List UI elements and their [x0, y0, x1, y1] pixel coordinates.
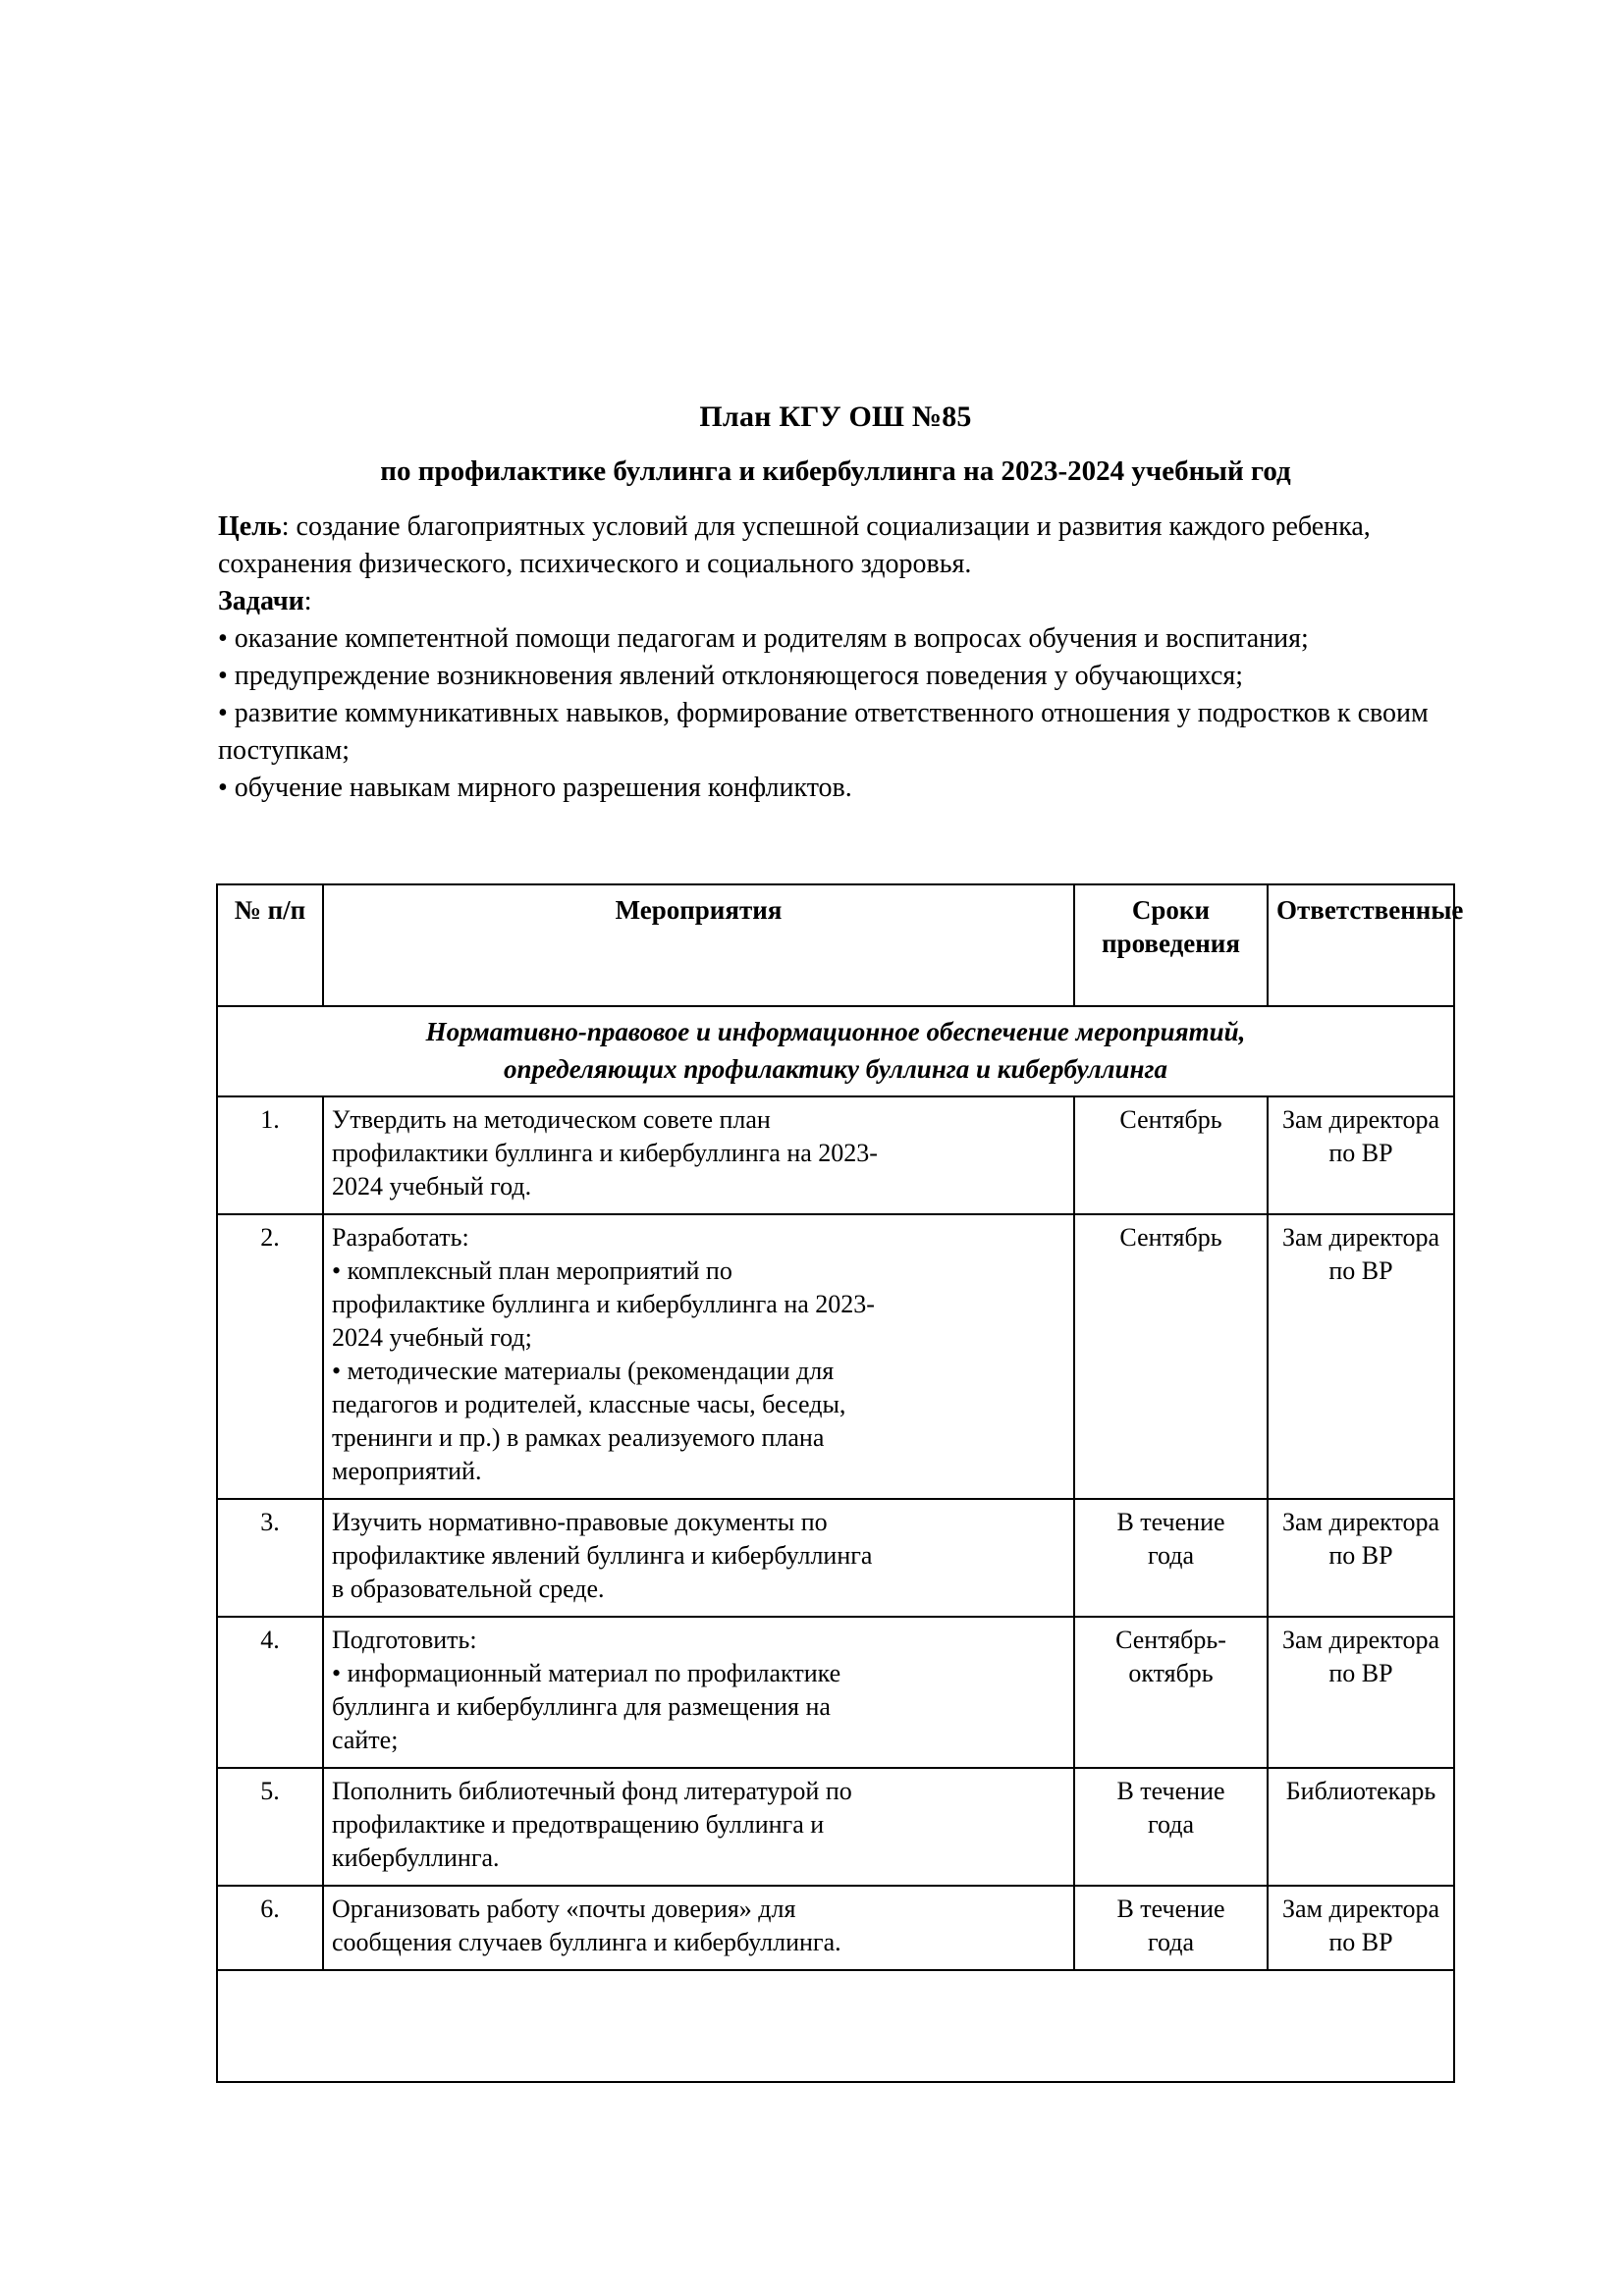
table-trailing-empty-row — [217, 1970, 1454, 2082]
row-event-line: профилактике явлений буллинга и кибербуллинга — [332, 1541, 873, 1570]
column-header-responsible: Ответственные — [1268, 884, 1454, 1006]
row-term-line: В течение — [1116, 1508, 1225, 1536]
row-term — [1074, 1499, 1268, 1617]
column-header-number-line2: п/п — [267, 895, 306, 925]
task-item: • развитие коммуникативных навыков, формирование ответственного отношения у подростков к своим поступкам; — [218, 698, 1429, 766]
row-event-line: • комплексный план мероприятий по — [332, 1256, 732, 1285]
table-section-header — [217, 1006, 1454, 1096]
row-responsible — [1268, 1214, 1454, 1499]
row-event-line: педагогов и родителей, классные часы, беседы, — [332, 1390, 846, 1418]
row-number: 2. — [217, 1214, 323, 1499]
row-responsible — [1268, 1499, 1454, 1617]
table-header-row — [217, 884, 1454, 1006]
page-title: План КГУ ОШ №85 — [699, 400, 972, 433]
section-title-line2: определяющих профилактику буллинга и кибербуллинга — [503, 1054, 1168, 1084]
tasks-heading — [218, 583, 1487, 620]
plan-table — [216, 883, 1464, 2083]
row-event-line: 2024 учебный год. — [332, 1172, 532, 1201]
row-responsible-line: по ВР — [1328, 1256, 1393, 1285]
page-subtitle: по профилактике буллинга и кибербуллинга на 2023-2024 учебный год — [380, 455, 1291, 487]
column-header-number-line1: № — [234, 895, 261, 925]
row-event-line: мероприятий. — [332, 1457, 482, 1485]
row-event-line: 2024 учебный год; — [332, 1323, 532, 1352]
row-term — [1074, 1768, 1268, 1886]
row-number: 3. — [217, 1499, 323, 1617]
row-term — [1074, 1617, 1268, 1768]
row-responsible-line: по ВР — [1328, 1541, 1393, 1570]
row-term — [1074, 1886, 1268, 1970]
row-responsible-line: по ВР — [1328, 1139, 1393, 1167]
column-header-terms-line2: проведения — [1102, 929, 1240, 958]
column-header-terms-line1: Сроки — [1131, 895, 1211, 925]
row-term-line: В течение — [1116, 1777, 1225, 1805]
row-event-line: профилактики буллинга и кибербуллинга на 2023- — [332, 1139, 878, 1167]
goal-paragraph — [218, 508, 1487, 583]
row-number: 6. — [217, 1886, 323, 1970]
row-responsible — [1268, 1096, 1454, 1214]
row-event — [323, 1768, 1074, 1886]
section-title-line1: Нормативно-правовое и информационное обеспечение мероприятий, — [425, 1017, 1246, 1046]
row-event — [323, 1096, 1074, 1214]
plan-table-container — [216, 883, 1464, 2083]
column-header-terms — [1074, 884, 1268, 1006]
row-event-line: Разработать: — [332, 1223, 469, 1252]
row-term-line: Сентябрь — [1119, 1105, 1222, 1134]
row-event-line: • информационный материал по профилактике — [332, 1659, 841, 1687]
row-event — [323, 1886, 1074, 1970]
row-term — [1074, 1214, 1268, 1499]
row-responsible-line: по ВР — [1328, 1659, 1393, 1687]
row-event-line: профилактике буллинга и кибербуллинга на 2023- — [332, 1290, 875, 1318]
table-row — [217, 1617, 1454, 1768]
row-responsible-line: Библиотекарь — [1285, 1777, 1436, 1805]
goal-text: : создание благоприятных условий для успешной социализации и развития каждого ребенка, сохранения физического, психического и социального здоровья. — [218, 511, 1371, 579]
row-term-line: года — [1147, 1810, 1195, 1839]
row-term-line: года — [1147, 1928, 1195, 1956]
row-responsible-line: Зам директора — [1281, 1105, 1440, 1134]
table-row — [217, 1886, 1454, 1970]
row-event-line: в образовательной среде. — [332, 1575, 605, 1603]
row-event-line: тренинги и пр.) в рамках реализуемого плана — [332, 1423, 825, 1452]
column-header-number — [217, 884, 323, 1006]
row-responsible — [1268, 1768, 1454, 1886]
row-term-line: года — [1147, 1541, 1195, 1570]
tasks-colon: : — [303, 586, 312, 616]
row-responsible-line: Зам директора — [1281, 1508, 1440, 1536]
table-row — [217, 1214, 1454, 1499]
task-item: • оказание компетентной помощи педагогам и родителям в вопросах обучения и воспитания; — [218, 623, 1309, 654]
task-item: • предупреждение возникновения явлений отклоняющегося поведения у обучающихся; — [218, 661, 1244, 691]
row-event-line: кибербуллинга. — [332, 1843, 500, 1872]
table-section-header-row — [217, 1006, 1454, 1096]
table-row — [217, 1499, 1454, 1617]
row-number: 1. — [217, 1096, 323, 1214]
row-event-line: • методические материалы (рекомендации для — [332, 1357, 835, 1385]
task-item: • обучение навыкам мирного разрешения конфликтов. — [218, 773, 852, 803]
row-event-line: Пополнить библиотечный фонд литературой по — [332, 1777, 852, 1805]
table-body — [217, 1006, 1454, 2082]
row-event-line: сообщения случаев буллинга и кибербуллинга. — [332, 1928, 841, 1956]
row-event — [323, 1499, 1074, 1617]
row-event — [323, 1214, 1074, 1499]
row-responsible-line: Зам директора — [1281, 1626, 1440, 1654]
row-term-line: октябрь — [1128, 1659, 1214, 1687]
tasks-label: Задачи — [218, 586, 304, 616]
table-header — [217, 884, 1464, 1006]
row-term-line: Сентябрь- — [1115, 1626, 1226, 1654]
column-header-events: Мероприятия — [323, 884, 1074, 1006]
row-responsible — [1268, 1886, 1454, 1970]
row-event-line: Организовать работу «почты доверия» для — [332, 1895, 796, 1923]
row-number: 5. — [217, 1768, 323, 1886]
row-event-line: сайте; — [332, 1726, 399, 1754]
row-event-line: Изучить нормативно-правовые документы по — [332, 1508, 828, 1536]
row-responsible — [1268, 1617, 1454, 1768]
row-term — [1074, 1096, 1268, 1214]
table-row — [217, 1096, 1454, 1214]
row-event-line: буллинга и кибербуллинга для размещения на — [332, 1692, 831, 1721]
goal-label: Цель — [218, 511, 282, 542]
row-event-line: Утвердить на методическом совете план — [332, 1105, 771, 1134]
row-event-line: профилактике и предотвращению буллинга и — [332, 1810, 825, 1839]
row-number: 4. — [217, 1617, 323, 1768]
row-event-line: Подготовить: — [332, 1626, 477, 1654]
row-responsible-line: Зам директора — [1281, 1895, 1440, 1923]
intro-block — [218, 508, 1487, 807]
row-responsible-line: по ВР — [1328, 1928, 1393, 1956]
row-term-line: Сентябрь — [1119, 1223, 1222, 1252]
row-term-line: В течение — [1116, 1895, 1225, 1923]
row-responsible-line: Зам директора — [1281, 1223, 1440, 1252]
trailing-empty-cell — [217, 1970, 1454, 2082]
table-row — [217, 1768, 1454, 1886]
row-event — [323, 1617, 1074, 1768]
